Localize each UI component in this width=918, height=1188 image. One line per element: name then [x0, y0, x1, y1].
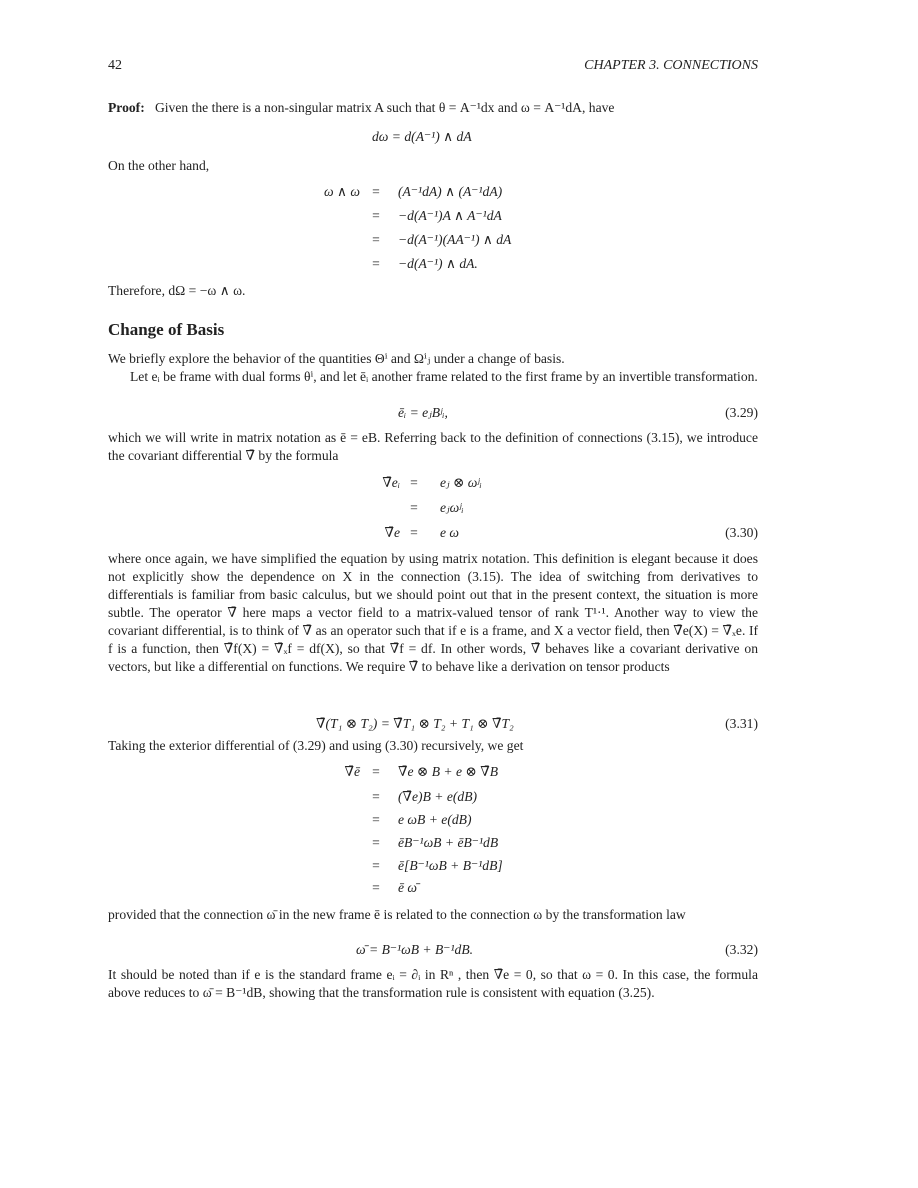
- provided-paragraph: provided that the connection ω̄ in the new frame ē is related to the connection ω by the transformation law: [108, 907, 686, 922]
- align-rhs: ēB⁻¹ωB + ēB⁻¹dB: [398, 835, 499, 850]
- page-number: 42: [108, 58, 122, 73]
- therefore-text: Therefore, dΩ = −ω ∧ ω.: [108, 283, 246, 298]
- align-lhs: ∇̄ē: [344, 764, 360, 779]
- align-rel: =: [410, 475, 418, 490]
- align-rhs: −d(A⁻¹)(AA⁻¹) ∧ dA: [398, 232, 512, 247]
- align-rhs: (A⁻¹dA) ∧ (A⁻¹dA): [398, 184, 503, 199]
- align-rhs: ē ω̄: [398, 880, 418, 895]
- where-paragraph: where once again, we have simplified the equation by using matrix notation. This definition is elegant because it does not explicitly show the dependence on X in the connection (3.15). The idea of switching from derivatives to differentials is familiar from basic calculus, but we should point out that in the present context, the situation is more subtle. The operator ∇̄ here maps a vector field to a matrix-valued tensor of rank T¹·¹. Another way to view the covariant differential, is to think of ∇̄ as an operator such that if e is a frame, and X a vector field, then ∇̄e(X) = ∇̄ₓe. If f is a function, then ∇̄f(X) = ∇̄ₓf = df(X), so that ∇̄f = df. In other words, ∇̄ behaves like a covariant derivative on vectors, but like a differential on functions. We require ∇̄ to behave like a derivation on tensor products: [108, 551, 758, 674]
- intro-paragraph: We briefly explore the behavior of the quantities Θⁱ and Ωⁱⱼ under a change of basis.: [108, 351, 565, 366]
- other-hand-text: On the other hand,: [108, 158, 210, 173]
- equation-3-29: ēᵢ = eⱼBʲᵢ,: [398, 405, 448, 420]
- align-rel: =: [372, 789, 380, 804]
- align-rel: =: [410, 500, 418, 515]
- equation-3-31: ∇̄(T₁ ⊗ T₂) = ∇̄T₁ ⊗ T₂ + T₁ ⊗ ∇̄T₂: [316, 716, 514, 731]
- align-rel: =: [410, 525, 418, 540]
- let-paragraph: Let eᵢ be frame with dual forms θⁱ, and let ēᵢ another frame related to the first frame by an invertible transformation.: [130, 369, 758, 384]
- align-rel: =: [372, 184, 380, 199]
- align-rhs: −d(A⁻¹) ∧ dA.: [398, 256, 478, 271]
- align-rel: =: [372, 256, 380, 271]
- align-rhs: eⱼωʲᵢ: [440, 500, 464, 515]
- align-rel: =: [372, 764, 380, 779]
- running-title: CHAPTER 3. CONNECTIONS: [584, 58, 758, 73]
- matrix-notation-paragraph: which we will write in matrix notation as ē = eB. Referring back to the definition of connections (3.15), we introduce the covariant differential ∇̄ by the formula: [108, 430, 758, 463]
- align-rhs: e ω: [440, 525, 460, 540]
- proof-text: Given the there is a non-singular matrix A such that θ = A⁻¹dx and ω = A⁻¹dA, have: [154, 100, 615, 115]
- align-rhs: eⱼ ⊗ ωʲᵢ: [440, 475, 482, 490]
- equation-number: (3.30): [725, 525, 758, 540]
- taking-text: Taking the exterior differential of (3.29) and using (3.30) recursively, we get: [108, 738, 524, 753]
- section-title: Change of Basis: [108, 320, 225, 339]
- equation-number: (3.29): [725, 405, 758, 420]
- align-rhs: ∇̄e ⊗ B + e ⊗ ∇̄B: [398, 764, 499, 779]
- equation-dw: dω = d(A⁻¹) ∧ dA: [372, 129, 472, 144]
- align-rel: =: [372, 232, 380, 247]
- align-rhs: (∇̄e)B + e(dB): [398, 789, 478, 804]
- align-rel: =: [372, 858, 380, 873]
- align-lhs: ∇̄e: [384, 525, 400, 540]
- align-rhs: e ωB + e(dB): [398, 812, 472, 827]
- align-lhs: ∇̄eᵢ: [382, 475, 400, 490]
- align-rhs: ē[B⁻¹ωB + B⁻¹dB]: [398, 858, 503, 873]
- proof-label: Proof:: [108, 100, 145, 115]
- equation-3-32: ω̄ = B⁻¹ωB + B⁻¹dB.: [356, 942, 474, 957]
- align-rel: =: [372, 880, 380, 895]
- proof-line: [108, 100, 614, 116]
- align-rel: =: [372, 835, 380, 850]
- align-rel: =: [372, 812, 380, 827]
- align-lhs: ω ∧ ω: [324, 184, 360, 199]
- closing-paragraph: It should be noted than if e is the standard frame eᵢ = ∂ᵢ in Rⁿ , then ∇̄e = 0, so that ω = 0. In this case, the formula above reduces to ω̄ = B⁻¹dB, showing that the transformation rule is consistent with equation (3.25).: [108, 967, 758, 1000]
- align-rhs: −d(A⁻¹)A ∧ A⁻¹dA: [398, 208, 502, 223]
- equation-number: (3.32): [725, 942, 758, 957]
- equation-number: (3.31): [725, 716, 758, 731]
- align-rel: =: [372, 208, 380, 223]
